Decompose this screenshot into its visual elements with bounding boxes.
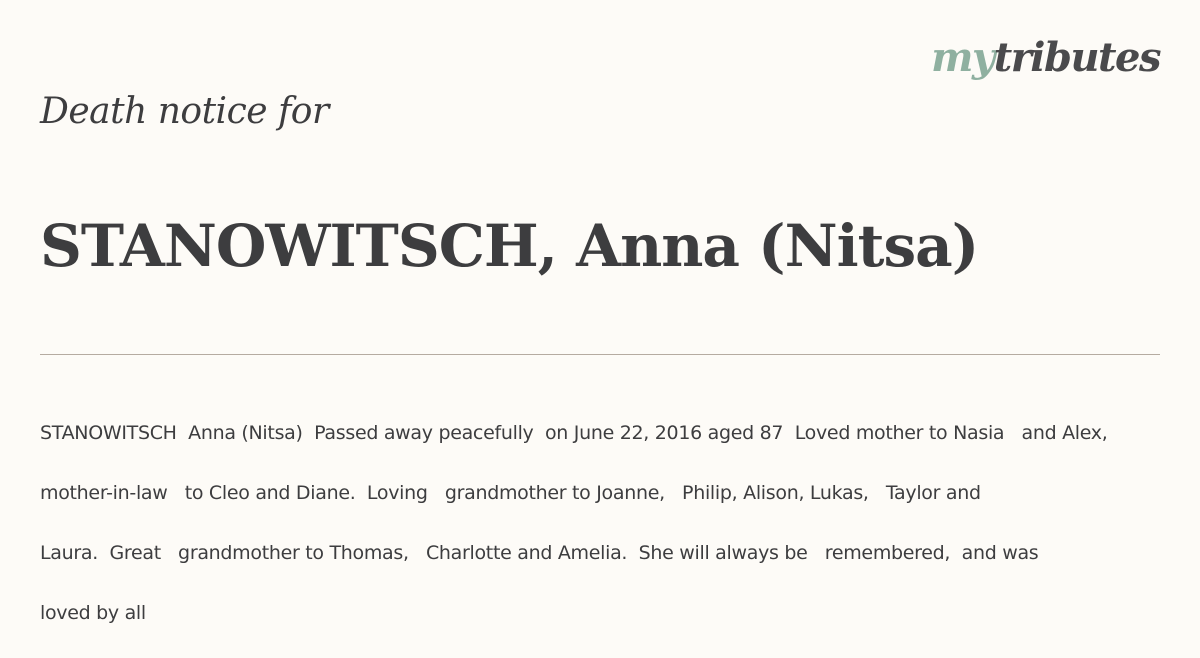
notice-body-line: loved by all <box>40 602 146 624</box>
mytributes-logo[interactable] <box>931 34 1160 81</box>
deceased-name-title: STANOWITSCH, Anna (Nitsa) <box>40 212 979 280</box>
divider <box>40 354 1160 355</box>
logo-my-text: my <box>931 34 994 81</box>
notice-intro-heading: Death notice for <box>40 91 329 132</box>
logo-tributes-text: tributes <box>993 34 1160 81</box>
notice-body-line: STANOWITSCH Anna (Nitsa) Passed away peacefully on June 22, 2016 aged 87 Loved mother to Nasia and Alex, <box>40 422 1108 444</box>
notice-body <box>40 388 1175 658</box>
notice-body-line: Laura. Great grandmother to Thomas, Charlotte and Amelia. She will always be remembered, and was <box>40 542 1039 564</box>
notice-body-line: mother-in-law to Cleo and Diane. Loving grandmother to Joanne, Philip, Alison, Lukas, Taylor and <box>40 482 981 504</box>
